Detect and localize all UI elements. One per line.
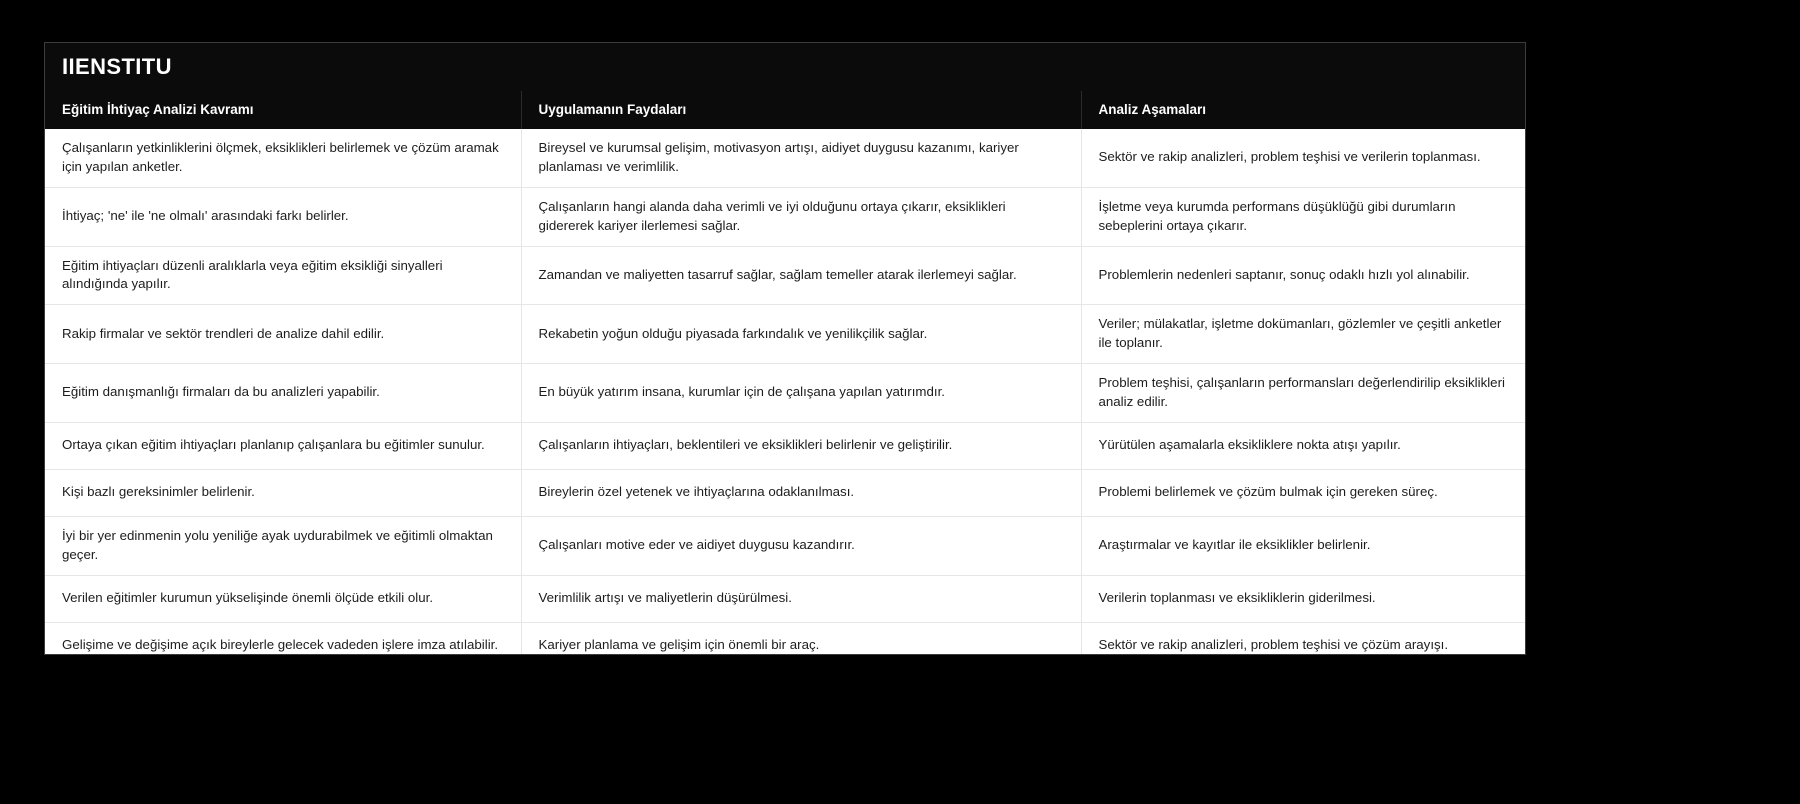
table-cell: Ortaya çıkan eğitim ihtiyaçları planlanıp çalışanlara bu eğitimler sunulur.: [45, 422, 521, 469]
table-cell: Rekabetin yoğun olduğu piyasada farkındalık ve yenilikçilik sağlar.: [521, 305, 1081, 364]
table-row: [45, 246, 1525, 305]
table-cell: Sektör ve rakip analizleri, problem teşhisi ve verilerin toplanması.: [1081, 129, 1525, 187]
table-cell: Çalışanların ihtiyaçları, beklentileri ve eksiklikleri belirlenir ve geliştirilir.: [521, 422, 1081, 469]
table-cell: Problemlerin nedenleri saptanır, sonuç odaklı hızlı yol alınabilir.: [1081, 246, 1525, 305]
table-cell: Problemi belirlemek ve çözüm bulmak için gereken süreç.: [1081, 469, 1525, 516]
table-cell: Eğitim ihtiyaçları düzenli aralıklarla veya eğitim eksikliği sinyalleri alındığında yapılır.: [45, 246, 521, 305]
table-cell: Verilerin toplanması ve eksikliklerin giderilmesi.: [1081, 575, 1525, 622]
header-row: [45, 91, 1525, 129]
table-cell: Problem teşhisi, çalışanların performansları değerlendirilip eksiklikleri analiz edilir.: [1081, 364, 1525, 423]
table-card: [44, 42, 1526, 655]
table-cell: Bireysel ve kurumsal gelişim, motivasyon artışı, aidiyet duygusu kazanımı, kariyer planlaması ve verimlilik.: [521, 129, 1081, 187]
table-row: [45, 469, 1525, 516]
table-row: [45, 129, 1525, 187]
table-cell: Veriler; mülakatlar, işletme dokümanları, gözlemler ve çeşitli anketler ile toplanır.: [1081, 305, 1525, 364]
table-row: [45, 575, 1525, 622]
table-cell: İyi bir yer edinmenin yolu yeniliğe ayak uydurabilmek ve eğitimli olmaktan geçer.: [45, 516, 521, 575]
column-header-egitim-ihtiyac-analizi-kavrami: Eğitim İhtiyaç Analizi Kavramı: [45, 91, 521, 129]
brand-bar: [45, 43, 1525, 91]
table-row: [45, 187, 1525, 246]
table-header: [45, 91, 1525, 129]
table-cell: Çalışanları motive eder ve aidiyet duygusu kazandırır.: [521, 516, 1081, 575]
table-row: [45, 364, 1525, 423]
table-cell: En büyük yatırım insana, kurumlar için de çalışana yapılan yatırımdır.: [521, 364, 1081, 423]
table-cell: Çalışanların hangi alanda daha verimli ve iyi olduğunu ortaya çıkarır, eksiklikleri gidererek kariyer ilerlemesi sağlar.: [521, 187, 1081, 246]
table-cell: Eğitim danışmanlığı firmaları da bu analizleri yapabilir.: [45, 364, 521, 423]
table-row: [45, 305, 1525, 364]
table-cell: Yürütülen aşamalarla eksikliklere nokta atışı yapılır.: [1081, 422, 1525, 469]
table-row: [45, 516, 1525, 575]
table-cell: Bireylerin özel yetenek ve ihtiyaçlarına odaklanılması.: [521, 469, 1081, 516]
table-cell: Kişi bazlı gereksinimler belirlenir.: [45, 469, 521, 516]
column-header-uygulamanin-faydalari: Uygulamanın Faydaları: [521, 91, 1081, 129]
column-header-analiz-asamalari: Analiz Aşamaları: [1081, 91, 1525, 129]
table-cell: Araştırmalar ve kayıtlar ile eksiklikler belirlenir.: [1081, 516, 1525, 575]
table-body: [45, 129, 1525, 655]
table-cell: Verilen eğitimler kurumun yükselişinde önemli ölçüde etkili olur.: [45, 575, 521, 622]
table-cell: Kariyer planlama ve gelişim için önemli bir araç.: [521, 622, 1081, 655]
comparison-table: [45, 91, 1525, 655]
table-cell: Zamandan ve maliyetten tasarruf sağlar, sağlam temeller atarak ilerlemeyi sağlar.: [521, 246, 1081, 305]
table-cell: İhtiyaç; 'ne' ile 'ne olmalı' arasındaki farkı belirler.: [45, 187, 521, 246]
table-cell: Çalışanların yetkinliklerini ölçmek, eksiklikleri belirlemek ve çözüm aramak için yapılan anketler.: [45, 129, 521, 187]
table-cell: Gelişime ve değişime açık bireylerle gelecek vadeden işlere imza atılabilir.: [45, 622, 521, 655]
table-cell: Rakip firmalar ve sektör trendleri de analize dahil edilir.: [45, 305, 521, 364]
table-cell: İşletme veya kurumda performans düşüklüğü gibi durumların sebeplerini ortaya çıkarır.: [1081, 187, 1525, 246]
brand-title: IIENSTITU: [62, 54, 172, 79]
table-cell: Verimlilik artışı ve maliyetlerin düşürülmesi.: [521, 575, 1081, 622]
table-cell: Sektör ve rakip analizleri, problem teşhisi ve çözüm arayışı.: [1081, 622, 1525, 655]
table-row: [45, 622, 1525, 655]
table-row: [45, 422, 1525, 469]
